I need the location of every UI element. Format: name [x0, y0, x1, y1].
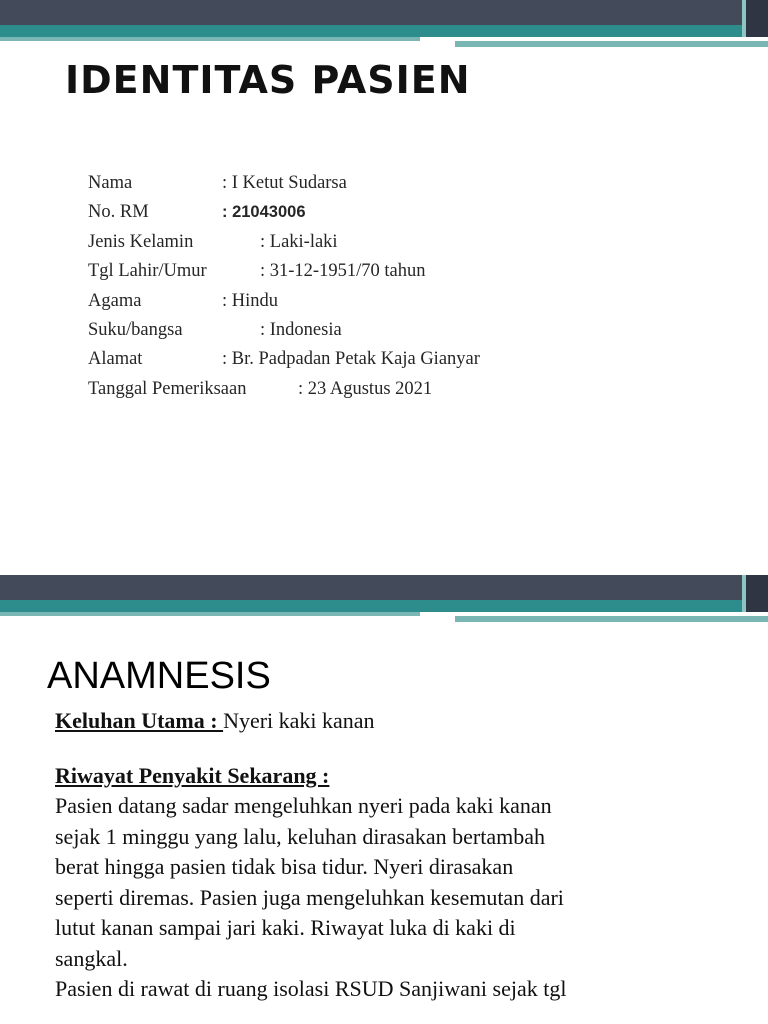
field-label: Tgl Lahir/Umur — [88, 261, 207, 282]
field-value: : I Ketut Sudarsa — [222, 173, 347, 193]
paragraph-line: Pasien datang sadar mengeluhkan nyeri pada kaki kanan — [55, 793, 552, 818]
band-dark-stripe — [0, 0, 768, 25]
band-accent — [746, 0, 768, 37]
field-value: : Laki-laki — [260, 231, 338, 252]
band-accent — [746, 575, 768, 612]
keluhan-value: Nyeri kaki kanan — [223, 708, 375, 733]
riwayat-label: Riwayat Penyakit Sekarang : — [55, 763, 330, 788]
keluhan-utama — [55, 705, 745, 736]
paragraph-line: lutut kanan sampai jari kaki. Riwayat luka di kaki di — [55, 915, 516, 940]
slide-anamnesis — [0, 575, 768, 1024]
band-teal-stripe — [0, 25, 768, 37]
anamnesis-body — [55, 705, 745, 1005]
field-label: No. RM — [88, 202, 149, 223]
keluhan-label: Keluhan Utama : — [55, 708, 224, 733]
field-value: : Hindu — [222, 290, 279, 311]
field-label: Alamat — [88, 349, 143, 370]
paragraph-line: sejak 1 minggu yang lalu, keluhan dirasakan bertambah — [55, 823, 545, 849]
field-label: Agama — [88, 290, 142, 311]
slide-title: IDENTITAS PASIEN — [65, 58, 471, 102]
field-value: : Indonesia — [260, 319, 342, 340]
field-value: : Br. Padpadan Petak Kaja Gianyar — [222, 349, 480, 370]
field-label: Suku/bangsa — [88, 319, 183, 340]
riwayat-paragraph — [55, 791, 745, 1005]
band-light-stripe — [0, 37, 420, 41]
band-teal-stripe — [0, 600, 768, 612]
band-light-stripe-right — [455, 41, 768, 47]
field-label: Tanggal Pemeriksaan — [88, 378, 247, 399]
field-label: Jenis Kelamin — [88, 231, 194, 252]
field-value: : 23 Agustus 2021 — [298, 378, 433, 399]
paragraph-line: berat hingga pasien tidak bisa tidur. Nyeri dirasakan — [55, 854, 514, 879]
paragraph-line: Pasien di rawat di ruang isolasi RSUD Sanjiwani sejak tgl — [55, 976, 567, 1001]
band-light-stripe-right — [455, 616, 768, 622]
slide-title: ANAMNESIS — [47, 655, 271, 697]
header-band — [0, 0, 768, 54]
field-value: : 31-12-1951/70 tahun — [260, 261, 426, 282]
field-value: : 21043006 — [222, 203, 306, 222]
riwayat-heading — [55, 760, 745, 791]
paragraph-line: sangkal. — [55, 945, 128, 971]
field-label: Nama — [88, 173, 133, 193]
header-band — [0, 575, 768, 629]
band-dark-stripe — [0, 575, 768, 600]
band-light-stripe — [0, 612, 420, 616]
paragraph-line: seperti diremas. Pasien juga mengeluhkan kesemutan dari — [55, 884, 564, 910]
